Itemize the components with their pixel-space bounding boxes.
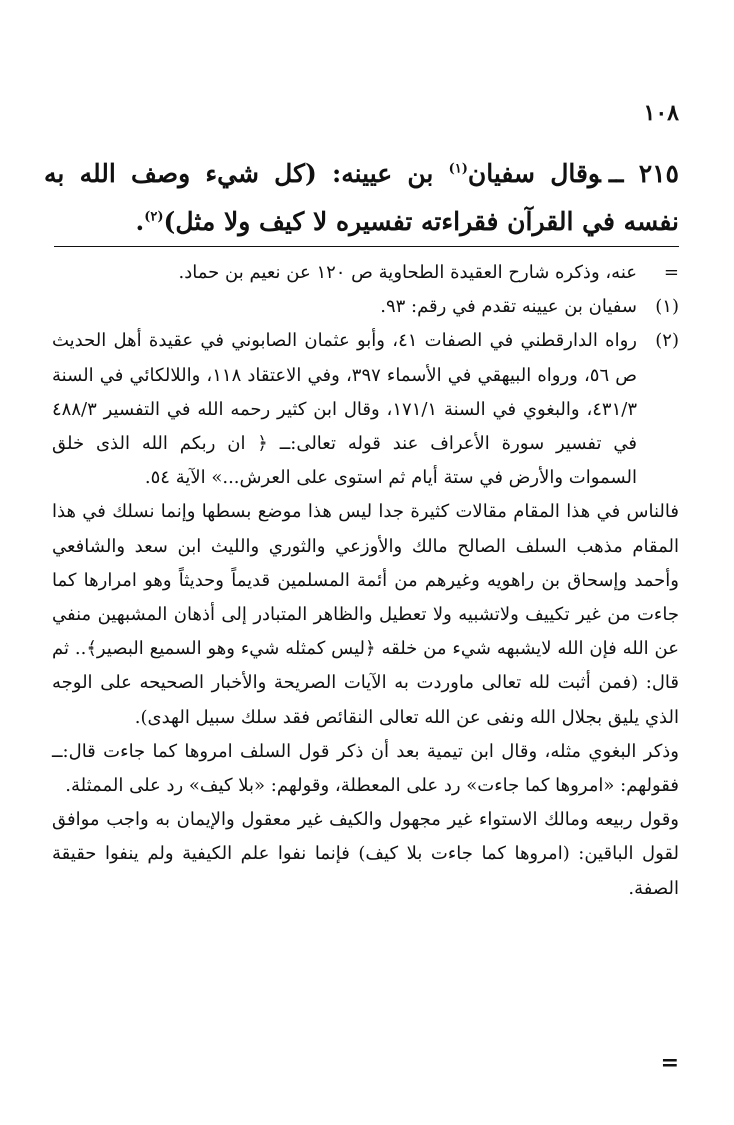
page-number: ١٠٨ [643,100,679,126]
continuation-text: عنه، وذكره شارح العقيدة الطحاوية ص ١٢٠ عن نعيم بن حماد. [178,262,637,283]
continuation-marker: = [663,262,679,283]
footnote-ref-1: (١) [448,161,468,177]
footnote-2 [52,324,679,495]
footnote-1-text: سفيان بن عيينه تقدم في رقم: ٩٣. [380,296,637,318]
footnote-divider [54,246,679,247]
footnote-paragraph-1: فالناس في هذا المقام مقالات كثيرة جدا ليس هذا موضع بسطها وإنما نسلك في هذا المقام مذهب السلف الصالح مالك والأوزعي والثوري والليث ابن سعد والشافعي وأحمد وإسحاق بن راهويه وغيرهم من أئمة المسلمين قديماً وحديثاً وهو امرارها كما جاءت من غير تكييف ولاتشبيه ولا تعطيل والظاهر المتبادر إلى أذهان المشبهين منفي عن الله فإن الله لايشبهه شيء من خلقه ﴿ليس كمثله شيء وهو السميع البصير﴾.. ثم قال: (فمن أثبت لله تعالى ماوردت به الآيات الصريحة والأخبار الصحيحه على الوجه الذي يليق بجلال الله ونفى عن الله تعالى النقائص فقد سلك سبيل الهدى). [52,501,679,728]
footnote-continuation [52,256,679,290]
footnotes-block [52,256,679,906]
main-text-part-1: وقال سفيان [467,159,601,188]
main-text-part-2: بن عيينه: (كل شيء وصف الله به نفسه في القرآن فقراءته تفسيره لا كيف ولا مثل) [44,159,679,236]
entry-number: ٢١٥ ــ [608,159,679,188]
footnote-paragraph-3: وقول ربيعه ومالك الاستواء غير مجهول والكيف غير معقول والإيمان به واجب موافق لقول الباقين: (امروها كما جاءت بلا كيف) فإنما نفوا علم الكيفية ولم ينفوا حقيقة الصفة. [52,809,679,899]
main-text-end: . [135,207,145,236]
main-text-block [44,150,679,246]
footnote-2-text: رواه الدارقطني في الصفات ٤١، وأبو عثمان الصابوني في عقيدة أهل الحديث ص ٥٦، ورواه البيهقي في الأسماء ٣٩٧، وفي الاعتقاد ١١٨، واللالكائي في السنة ٤٣١/٣، والبغوي في السنة ١٧١/١، وقال ابن كثير رحمه الله في التفسير ٤٨٨/٣ في تفسير سورة الأعراف عند قوله تعالى:ــ ﴿ ان ربكم الله الذى خلق السموات والأرض في ستة أيام ثم استوى على العرش...» الآية ٥٤. [52,330,638,489]
footnote-ref-2: (٢) [144,209,164,225]
footnote-paragraph-2: وذكر البغوي مثله، وقال ابن تيمية بعد أن ذكر قول السلف امروها كما جاءت قال:ــ فقولهم: «امروها كما جاءت» رد على المعطلة، وقولهم: «بلا كيف» رد على الممثلة. [52,740,679,797]
footnote-1 [52,290,679,324]
footnote-1-marker: (١) [655,296,679,318]
footnote-2-marker: (٢) [655,330,679,352]
continuation-end-marker: = [660,1050,679,1076]
